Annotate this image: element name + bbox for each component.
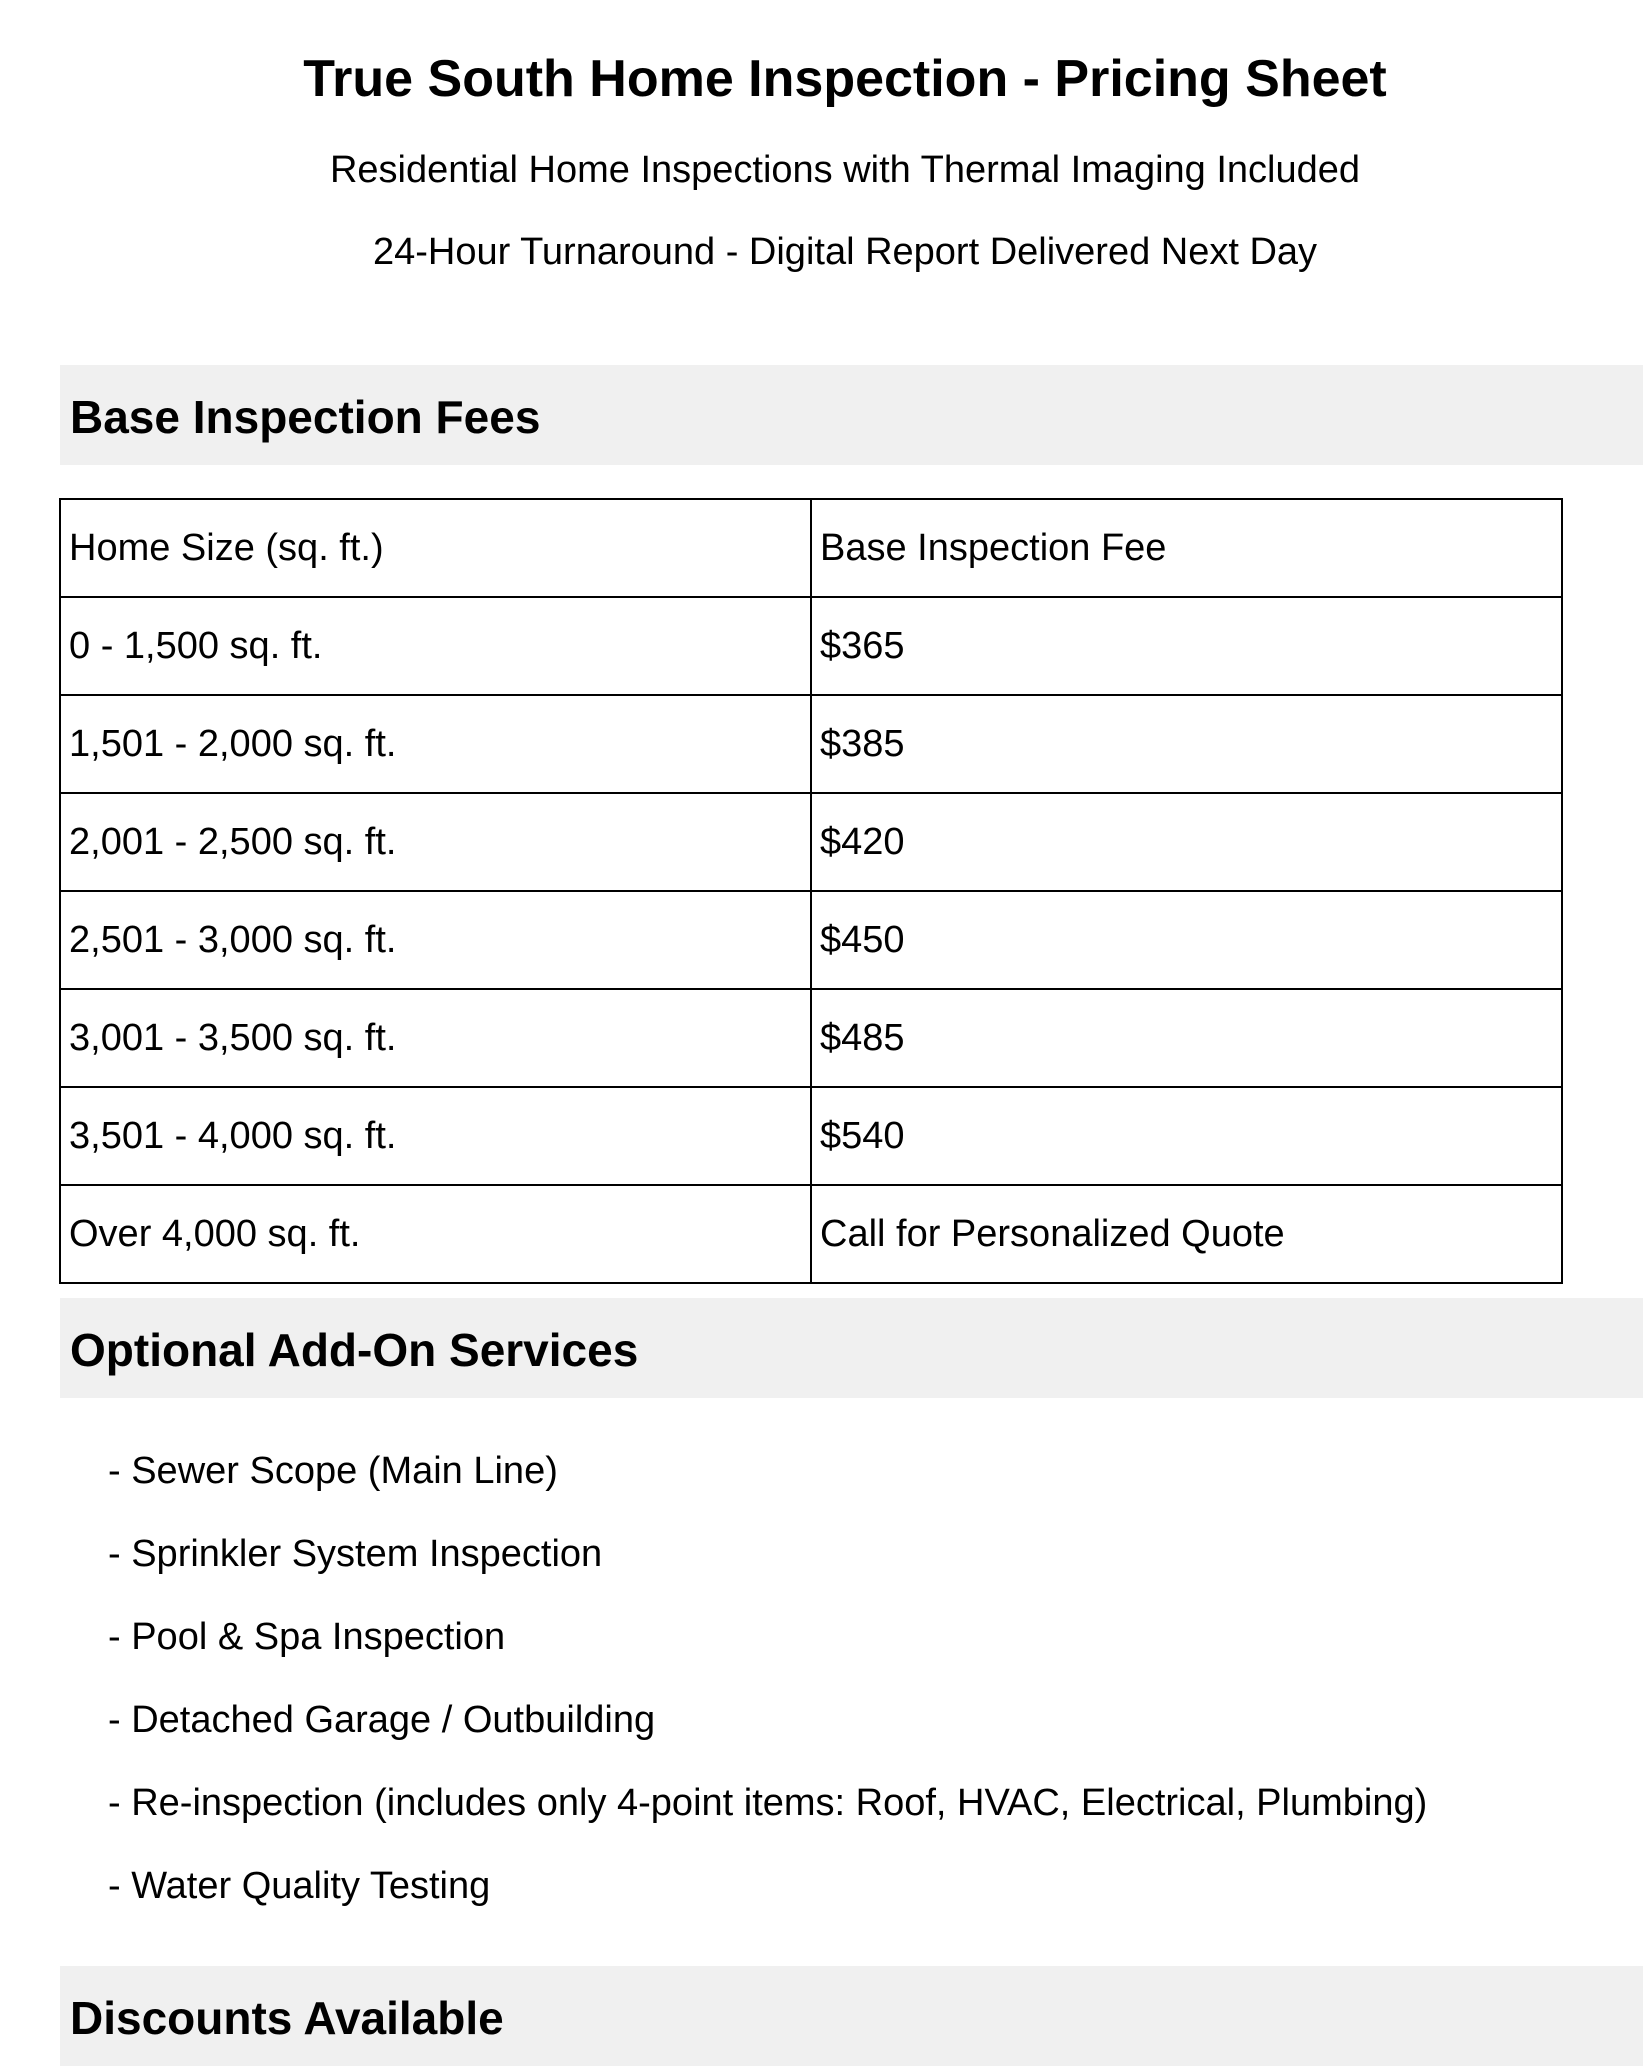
fee-cell: $450 <box>811 891 1562 989</box>
fee-cell: $365 <box>811 597 1562 695</box>
list-item: - Pool & Spa Inspection <box>108 1616 506 1658</box>
list-item: - Sewer Scope (Main Line) <box>108 1450 558 1492</box>
table-row <box>60 1087 1562 1185</box>
table-row <box>60 793 1562 891</box>
discounts-heading: Discounts Available <box>70 1992 504 2044</box>
table-row <box>60 1185 1562 1283</box>
base-fees-section-header <box>60 365 1643 465</box>
home-size-cell: 2,501 - 3,000 sq. ft. <box>60 891 811 989</box>
table-row <box>60 989 1562 1087</box>
base-fees-heading: Base Inspection Fees <box>70 391 541 443</box>
list-item: - Re-inspection (includes only 4-point items: Roof, HVAC, Electrical, Plumbing) <box>108 1782 1428 1824</box>
addons-list <box>108 1443 1427 1941</box>
column-header-home-size: Home Size (sq. ft.) <box>60 499 811 597</box>
table-row <box>60 891 1562 989</box>
fee-cell: $485 <box>811 989 1562 1087</box>
addons-section-header <box>60 1298 1643 1398</box>
discounts-section-header <box>60 1966 1643 2066</box>
home-size-cell: Over 4,000 sq. ft. <box>60 1185 811 1283</box>
home-size-cell: 3,501 - 4,000 sq. ft. <box>60 1087 811 1185</box>
table-header-row <box>60 499 1562 597</box>
list-item: - Detached Garage / Outbuilding <box>108 1699 656 1741</box>
turnaround-note: 24-Hour Turnaround - Digital Report Delivered Next Day <box>372 231 1318 273</box>
list-item: - Water Quality Testing <box>108 1865 491 1907</box>
fee-cell: $540 <box>811 1087 1562 1185</box>
home-size-cell: 2,001 - 2,500 sq. ft. <box>60 793 811 891</box>
table-row <box>60 695 1562 793</box>
base-fees-table <box>59 498 1563 1284</box>
page-title: True South Home Inspection - Pricing Sheet <box>303 50 1387 108</box>
fee-cell: Call for Personalized Quote <box>811 1185 1562 1283</box>
addons-heading: Optional Add-On Services <box>70 1324 639 1376</box>
table-row <box>60 597 1562 695</box>
home-size-cell: 1,501 - 2,000 sq. ft. <box>60 695 811 793</box>
page-subtitle: Residential Home Inspections with Thermal Imaging Included <box>329 149 1361 191</box>
fee-cell: $385 <box>811 695 1562 793</box>
home-size-cell: 3,001 - 3,500 sq. ft. <box>60 989 811 1087</box>
fee-cell: $420 <box>811 793 1562 891</box>
column-header-base-fee: Base Inspection Fee <box>811 499 1562 597</box>
home-size-cell: 0 - 1,500 sq. ft. <box>60 597 811 695</box>
list-item: - Sprinkler System Inspection <box>108 1533 603 1575</box>
